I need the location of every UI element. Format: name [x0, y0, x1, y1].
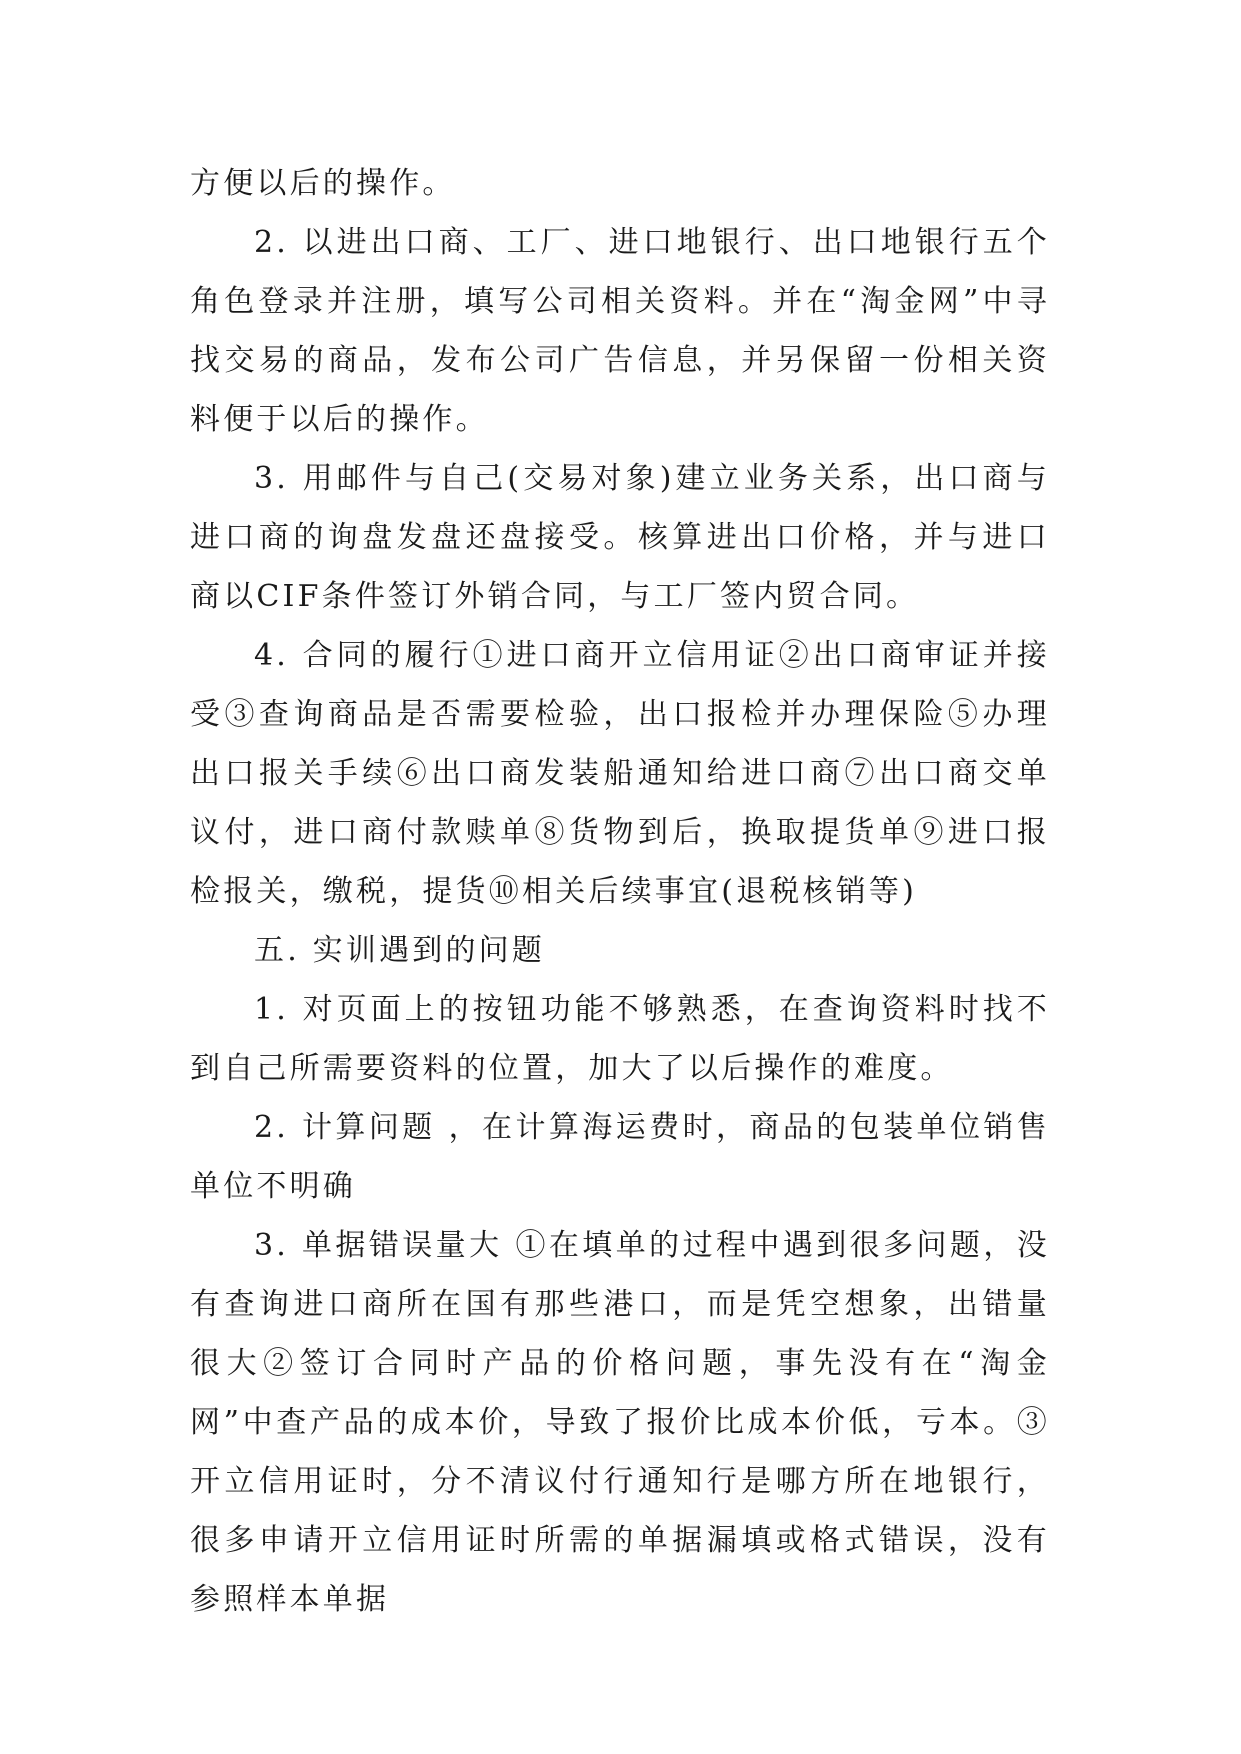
- paragraph-step-2: 2. 以进出口商、工厂、进口地银行、出口地银行五个角色登录并注册，填写公司相关资料。并在“淘金网”中寻找交易的商品，发布公司广告信息，并另保留一份相关资料便于以后的操作。: [190, 225, 1050, 437]
- paragraph-problem-2: 2. 计算问题 ，在计算海运费时，商品的包装单位销售单位不明确: [190, 1110, 1050, 1204]
- paragraph-step-3: 3. 用邮件与自己(交易对象)建立业务关系，出口商与进口商的询盘发盘还盘接受。核算进出口价格，并与进口商以CIF条件签订外销合同，与工厂签内贸合同。: [190, 461, 1050, 614]
- section-heading-problems: 五. 实训遇到的问题: [254, 933, 546, 968]
- paragraph-continuation: 方便以后的操作。: [190, 166, 456, 201]
- paragraph-problem-3: 3. 单据错误量大 ①在填单的过程中遇到很多问题，没有查询进口商所在国有那些港口，而是凭空想象，出错量很大②签订合同时产品的价格问题，事先没有在“淘金网”中查产品的成本价，导致了报价比成本价低，亏本。③开立信用证时，分不清议付行通知行是哪方所在地银行，很多申请开立信用证时所需的单据漏填或格式错误，没有参照样本单据: [190, 1228, 1050, 1617]
- paragraph-step-4: 4. 合同的履行①进口商开立信用证②出口商审证并接受③查询商品是否需要检验，出口报检并办理保险⑤办理出口报关手续⑥出口商发装船通知给进口商⑦出口商交单议付，进口商付款赎单⑧货物到后，换取提货单⑨进口报检报关，缴税，提货⑩相关后续事宜(退税核销等): [190, 638, 1050, 909]
- paragraph-problem-1: 1. 对页面上的按钮功能不够熟悉，在查询资料时找不到自己所需要资料的位置，加大了以后操作的难度。: [190, 992, 1050, 1086]
- body-text: [190, 154, 1050, 1629]
